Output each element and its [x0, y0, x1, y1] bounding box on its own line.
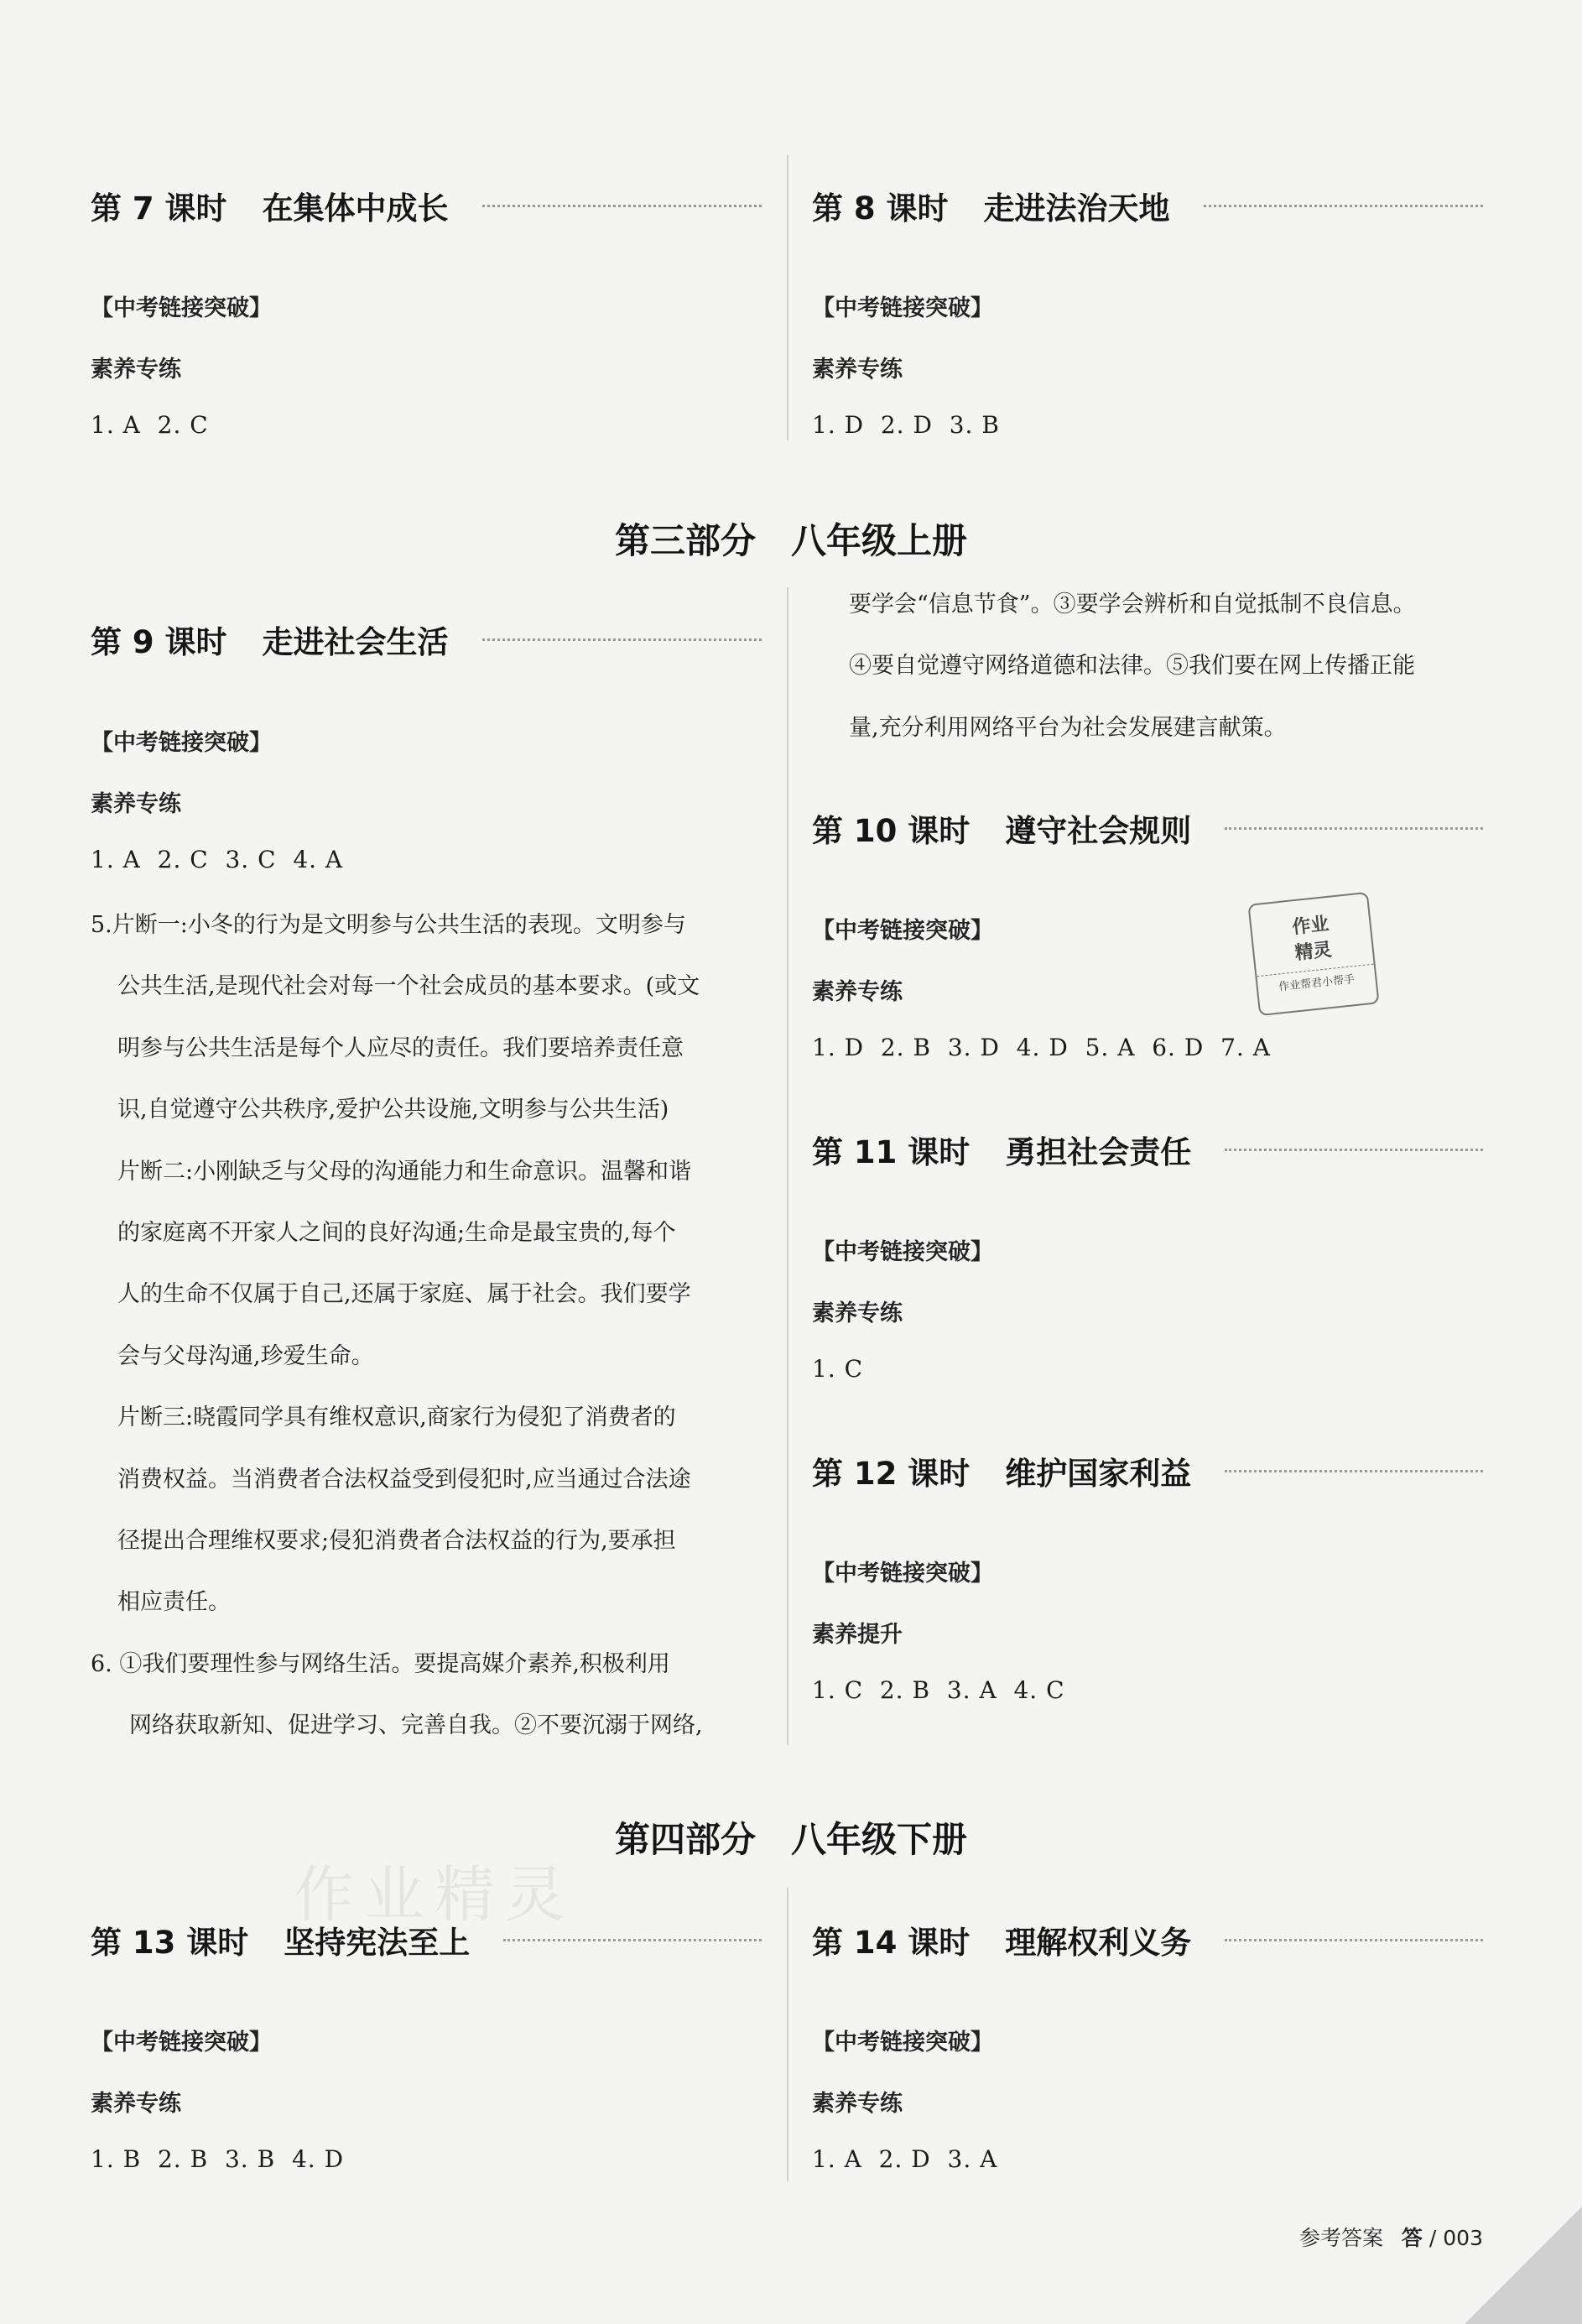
part-heading: 第三部分 八年级上册 [614, 520, 967, 561]
subsection-tag: 【中考链接突破】 [812, 295, 993, 321]
subsection-tag: 【中考链接突破】 [812, 2030, 993, 2056]
text-line: 相应责任。 [117, 1589, 231, 1616]
answer-line: 1. B 2. B 3. B 4. D [91, 2145, 345, 2173]
text-line: 片断二:小刚缺乏与父母的沟通能力和生命意识。温馨和谐 [117, 1158, 692, 1185]
subsection-heading: 素养专练 [91, 2091, 181, 2117]
question-5-answer [91, 894, 762, 1634]
stamp-text: 作业 [1291, 913, 1330, 939]
answer-line: 1. C 2. B 3. A 4. C [812, 1676, 1065, 1704]
page-footer [1299, 2222, 1483, 2252]
page-number: 003 [1443, 2226, 1483, 2250]
lesson-number: 第 14 课时 [812, 1925, 971, 1961]
lesson-heading [812, 803, 1483, 853]
lesson-title: 坚持宪法至上 [284, 1925, 471, 1961]
lesson-number: 第 11 课时 [812, 1134, 971, 1170]
stamp-logo [1247, 892, 1379, 1016]
column-divider [787, 1888, 788, 2181]
text-line: 要学会“信息节食”。③要学会辨析和自觉抵制不良信息。 [849, 591, 1416, 617]
lesson-title: 走进社会生活 [262, 624, 449, 660]
subsection-tag: 【中考链接突破】 [91, 2030, 272, 2056]
lesson-heading [91, 614, 762, 664]
answer-line: 1. A 2. C [91, 411, 209, 439]
heading-leader [503, 1939, 762, 1941]
heading-leader [1225, 1470, 1483, 1472]
lesson-heading [812, 1124, 1483, 1175]
part-heading: 第四部分 八年级下册 [614, 1819, 967, 1860]
lesson-number: 第 10 课时 [812, 813, 971, 849]
text-line: 片断三:晓霞同学具有维权意识,商家行为侵犯了消费者的 [117, 1404, 676, 1431]
column-divider [787, 587, 788, 1745]
subsection-heading: 素养专练 [812, 979, 903, 1005]
subsection-heading: 素养专练 [812, 1300, 903, 1326]
lesson-title: 遵守社会规则 [1005, 813, 1192, 849]
answer-line: 1. A 2. D 3. A [812, 2145, 998, 2173]
answer-line: 1. D 2. D 3. B [812, 411, 1000, 439]
lesson-title: 勇担社会责任 [1005, 1134, 1192, 1170]
text-line: 径提出合理维权要求;侵犯消费者合法权益的行为,要承担 [117, 1527, 676, 1554]
lesson-title: 在集体中成长 [262, 190, 449, 227]
lesson-heading [91, 180, 762, 231]
heading-leader [1225, 1939, 1483, 1941]
page-corner [1465, 2207, 1582, 2324]
lesson-number: 第 12 课时 [812, 1456, 971, 1492]
text-line: 网络获取新知、促进学习、完善自我。②不要沉溺于网络, [129, 1712, 703, 1739]
text-line: ④要自觉遵守网络道德和法律。⑤我们要在网上传播正能 [849, 653, 1415, 680]
subsection-tag: 【中考链接突破】 [91, 295, 272, 321]
text-line: 公共生活,是现代社会对每一个社会成员的基本要求。(或文 [117, 973, 700, 1000]
subsection-tag: 【中考链接突破】 [812, 918, 993, 944]
answer-line: 1. A 2. C 3. C 4. A [91, 846, 344, 873]
lesson-heading [91, 1915, 762, 1965]
subsection-tag: 【中考链接突破】 [812, 1239, 993, 1265]
text-line: 量,充分利用网络平台为社会发展建言献策。 [849, 714, 1287, 741]
lesson-heading [812, 180, 1483, 231]
footer-tag: 答 [1401, 2226, 1423, 2250]
text-line: 5.片断一:小冬的行为是文明参与公共生活的表现。文明参与 [91, 912, 686, 938]
heading-leader [482, 638, 762, 641]
question-6-continued [849, 574, 1486, 758]
lesson-heading [812, 1446, 1483, 1496]
lesson-title: 走进法治天地 [983, 190, 1170, 227]
subsection-heading: 素养提升 [812, 1622, 903, 1648]
footer-separator: / [1428, 2226, 1437, 2250]
heading-leader [1225, 827, 1483, 830]
lesson-number: 第 9 课时 [91, 624, 227, 660]
heading-leader [482, 205, 762, 207]
subsection-tag: 【中考链接突破】 [812, 1561, 993, 1587]
lesson-number: 第 8 课时 [812, 190, 949, 227]
text-line: 明参与公共生活是每个人应尽的责任。我们要培养责任意 [117, 1034, 684, 1061]
column-divider [787, 155, 788, 440]
text-line: 识,自觉遵守公共秩序,爱护公共设施,文明参与公共生活) [117, 1097, 669, 1123]
lesson-title: 理解权利义务 [1005, 1925, 1192, 1961]
stamp-text: 作业帮君小帮手 [1257, 964, 1376, 997]
answer-line: 1. C [812, 1355, 864, 1383]
subsection-tag: 【中考链接突破】 [91, 730, 272, 756]
subsection-heading: 素养专练 [812, 357, 903, 383]
lesson-title: 维护国家利益 [1005, 1456, 1192, 1492]
text-line: 的家庭离不开家人之间的良好沟通;生命是最宝贵的,每个 [117, 1219, 676, 1246]
lesson-number: 第 7 课时 [91, 190, 227, 227]
heading-leader [1225, 1149, 1483, 1151]
question-6-answer [91, 1634, 762, 1757]
lesson-heading [812, 1915, 1483, 1965]
stamp-text: 精灵 [1293, 939, 1333, 965]
text-line: 6. ①我们要理性参与网络生活。要提高媒介素养,积极利用 [91, 1651, 670, 1677]
text-line: 人的生命不仅属于自己,还属于家庭、属于社会。我们要学 [117, 1281, 691, 1308]
lesson-number: 第 13 课时 [91, 1925, 249, 1961]
text-line: 会与父母沟通,珍爱生命。 [117, 1342, 374, 1369]
answer-line: 1. D 2. B 3. D 4. D 5. A 6. D 7. A [812, 1034, 1271, 1061]
text-line: 消费权益。当消费者合法权益受到侵犯时,应当通过合法途 [117, 1466, 691, 1493]
subsection-heading: 素养专练 [91, 791, 181, 817]
subsection-heading: 素养专练 [812, 2091, 903, 2117]
footer-label: 参考答案 [1298, 2226, 1383, 2250]
watermark: 作业精灵 [294, 1859, 576, 1930]
heading-leader [1204, 205, 1483, 207]
subsection-heading: 素养专练 [91, 357, 181, 383]
